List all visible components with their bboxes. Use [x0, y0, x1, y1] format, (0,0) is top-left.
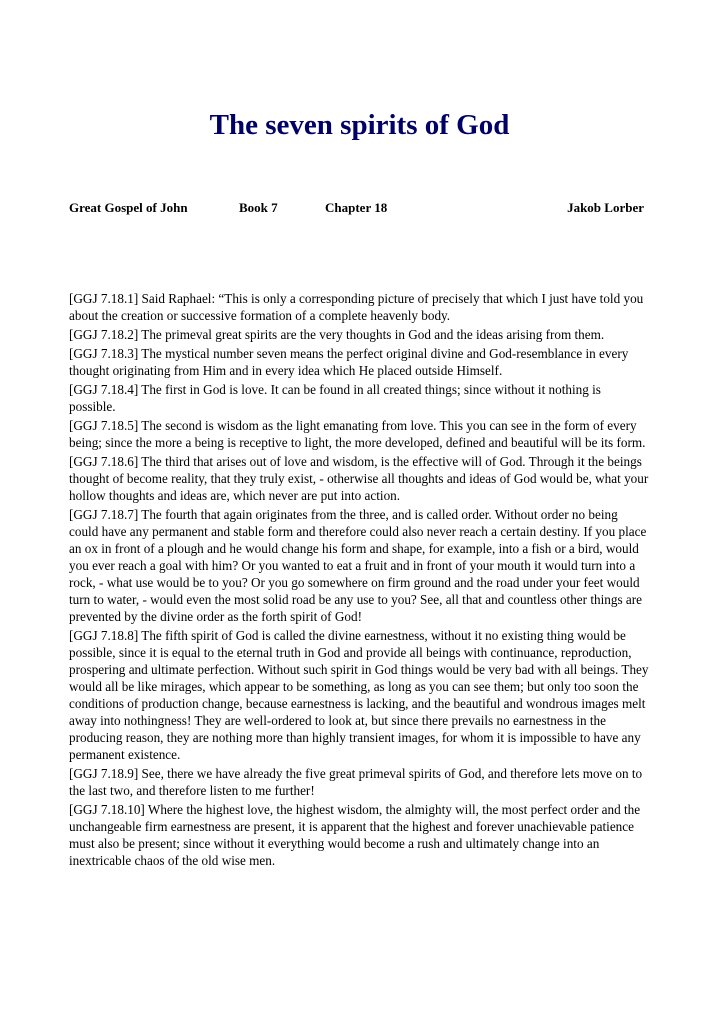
paragraph: [GGJ 7.18.3] The mystical number seven means the perfect original divine and God-resemblance in every thought originating from Him and in every idea which He placed outside Himself.	[69, 346, 629, 378]
document-header	[69, 199, 644, 217]
paragraph: [GGJ 7.18.10] Where the highest love, the highest wisdom, the almighty will, the most perfect order and the unchangeable firm earnestness are present, it is apparent that the highest and forever unachievable patience must also be present; since without it everything would become a rush and ultimately change into an inextricable chaos of the old wise men.	[69, 802, 641, 868]
paragraph: [GGJ 7.18.9] See, there we have already the five great primeval spirits of God, and therefore lets move on to the last two, and therefore listen to me further!	[69, 766, 643, 798]
paragraph: [GGJ 7.18.7] The fourth that again originates from the three, and is called order. Without order no being could have any permanent and stable form and therefore could also never reach a certain destiny. If you place an ox in front of a plough and he would change his form and shape, for example, into a fish or a bird, would you ever reach a goal with him? Or you wanted to eat a fruit and in front of your mouth it would turn into a rock, - what use would be to you? Or you go somewhere on firm ground and the road under your feet would turn to water, - would even the most solid road be any use to you? See, all that and countless other things are prevented by the divine order as the forth spirit of God!	[69, 507, 647, 624]
book-number: Book 7	[239, 200, 278, 215]
paragraph: [GGJ 7.18.8] The fifth spirit of God is called the divine earnestness, without it no existing thing would be possible, since it is equal to the eternal truth in God and provide all beings with continuance, reproduction, prospering and ultimate perfection. Without such spirit in God things would be very bad with all beings. They would all be like mirages, which appear to be something, as long as you can see them; but only too soon the conditions of production change, because earnestness is lacking, and the beautiful and wondrous images melt away into nothingness! They are well-ordered to look at, but since there prevails no earnestness in the producing reason, they are nothing more than highly transient images, for whom it is impossible to have any permanent existence.	[69, 628, 649, 762]
author-name: Jakob Lorber	[567, 200, 644, 215]
work-title: Great Gospel of John	[69, 200, 188, 215]
paragraph: [GGJ 7.18.4] The first in God is love. It can be found in all created things; since without it nothing is possible.	[69, 382, 601, 414]
paragraph: [GGJ 7.18.1] Said Raphael: “This is only a corresponding picture of precisely that which I just have told you about the creation or successive formation of a complete heavenly body.	[69, 291, 644, 323]
paragraph: [GGJ 7.18.6] The third that arises out of love and wisdom, is the effective will of God. Through it the beings thought of become reality, that they truly exist, - otherwise all thoughts and ideas of God would be, what your hollow thoughts and ideas are, which never are put into action.	[69, 454, 649, 503]
paragraph: [GGJ 7.18.5] The second is wisdom as the light emanating from love. This you can see in the form of every being; since the more a being is receptive to light, the more developed, defined and beautiful will be its form.	[69, 418, 646, 450]
paragraph: [GGJ 7.18.2] The primeval great spirits are the very thoughts in God and the ideas arising from them.	[69, 327, 605, 342]
page-title: The seven spirits of God	[209, 109, 510, 141]
chapter-text	[69, 290, 650, 871]
chapter-number: Chapter 18	[325, 200, 388, 215]
